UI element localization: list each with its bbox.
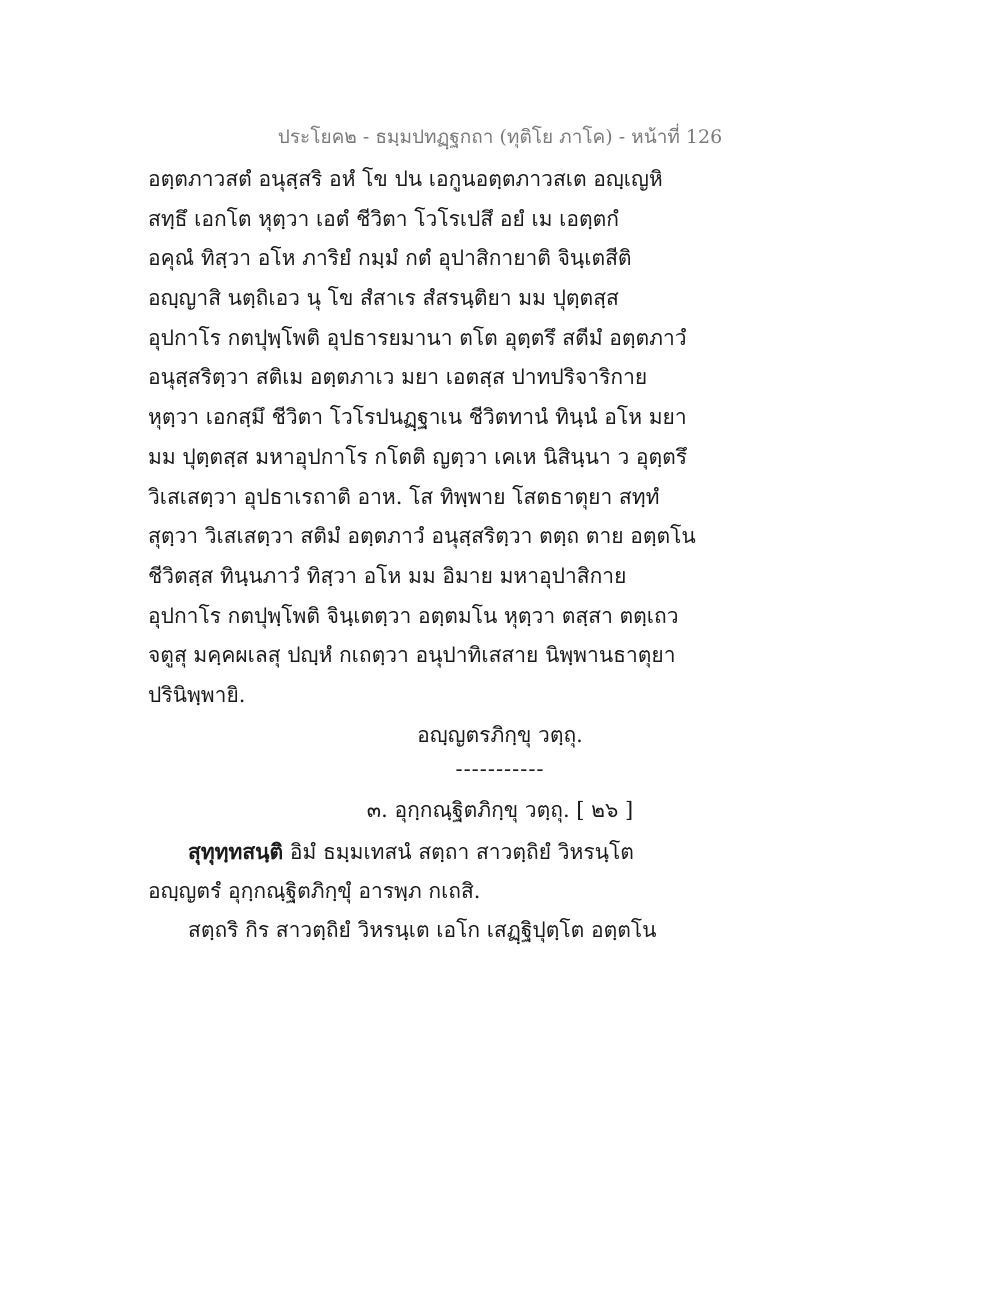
line-rest: อิมํ ธมฺมเทสนํ สตฺถา สาวตฺถิยํ วิหรนฺโต (283, 840, 634, 864)
text-line: มม ปุตฺตสฺส มหาอุปกาโร กโตติ ญตฺวา เคเห นิสินฺนา ว อุตฺตรึ (148, 444, 688, 469)
page-header: ประโยค๒ - ธมฺมปทฏฺฐกถา (ทุติโย ภาโค) - หน้าที่ 126 (277, 126, 723, 148)
text-line: สุตฺวา วิเสเสตฺวา สติมํ อตฺตภาวํ อนุสฺสริตฺวา ตตฺถ ตาย อตฺตโน (148, 524, 696, 549)
section-divider: ----------- (455, 757, 545, 781)
text-line (148, 832, 688, 872)
text-line: สทฺธึ เอกโต หุตฺวา เอตํ ชีวิตา โวโรเปสึ อยํ เม เอตฺตกํ (148, 206, 619, 231)
text-line: จตูสุ มคฺคผเลสุ ปญฺหํ กเถตฺวา อนุปาทิเสสาย นิพฺพานธาตุยา (148, 643, 676, 668)
text-line: อตฺตภาวสตํ อนุสฺสริ อหํ โข ปน เอกูนอตฺตภาวสเต อญฺเญหิ (148, 167, 663, 191)
paragraph-1 (148, 160, 696, 716)
opening-keyword: สุทุทฺทสนฺติ (188, 839, 284, 864)
text-line: สตฺถริ กิร สาวตฺถิยํ วิหรนฺเต เอโก เสฏฺฐิปุตฺโต อตฺตโน (188, 918, 657, 943)
story-title: ๓. อุกฺกณฺฐิตภิกฺขุ วตฺถุ. [ ๒๖ ] (366, 798, 634, 822)
text-line: หุตฺวา เอกสฺมึ ชีวิตา โวโรปนฏฺฐาเน ชีวิตทานํ ทินฺนํ อโห มยา (148, 405, 687, 430)
text-line: ปรินิพฺพายิ. (148, 682, 246, 707)
text-line: อคุณํ ทิสฺวา อโห ภาริยํ กมฺมํ กตํ อุปาสิกายาติ จินฺเตสีติ (148, 246, 632, 271)
text-line: อญฺญาสิ นตฺถิเอว นุ โข สํสาเร สํสรนฺติยา มม ปุตฺตสฺส (148, 286, 619, 311)
paragraph-2 (148, 832, 688, 951)
text-line: อญฺญตรํ อุกฺกณฺฐิตภิกฺขุํ อารพฺภ กเถสิ. (148, 878, 481, 903)
text-line: อนุสฺสริตฺวา สติเม อตฺตภาเว มยา เอตสฺส ปาทปริจาริกาย (148, 365, 648, 390)
text-line: ชีวิตสฺส ทินฺนภาวํ ทิสฺวา อโห มม อิมาย มหาอุปาสิกาย (148, 563, 627, 588)
text-line: อุปกาโร กตปุพฺโพติ จินฺเตตฺวา อตฺตมโน หุตฺวา ตสฺสา ตตฺเถว (148, 603, 679, 628)
text-line: อุปกาโร กตปุพฺโพติ อุปธารยมานา ตโต อุตฺตรึ สตีมํ อตฺตภาวํ (148, 325, 687, 350)
text-line: วิเสเสตฺวา อุปธาเรถาติ อาห. โส ทิพฺพาย โสตธาตุยา สทฺทํ (148, 484, 660, 509)
story-end-title: อญฺญตรภิกฺขุ วตฺถุ. (417, 723, 583, 747)
